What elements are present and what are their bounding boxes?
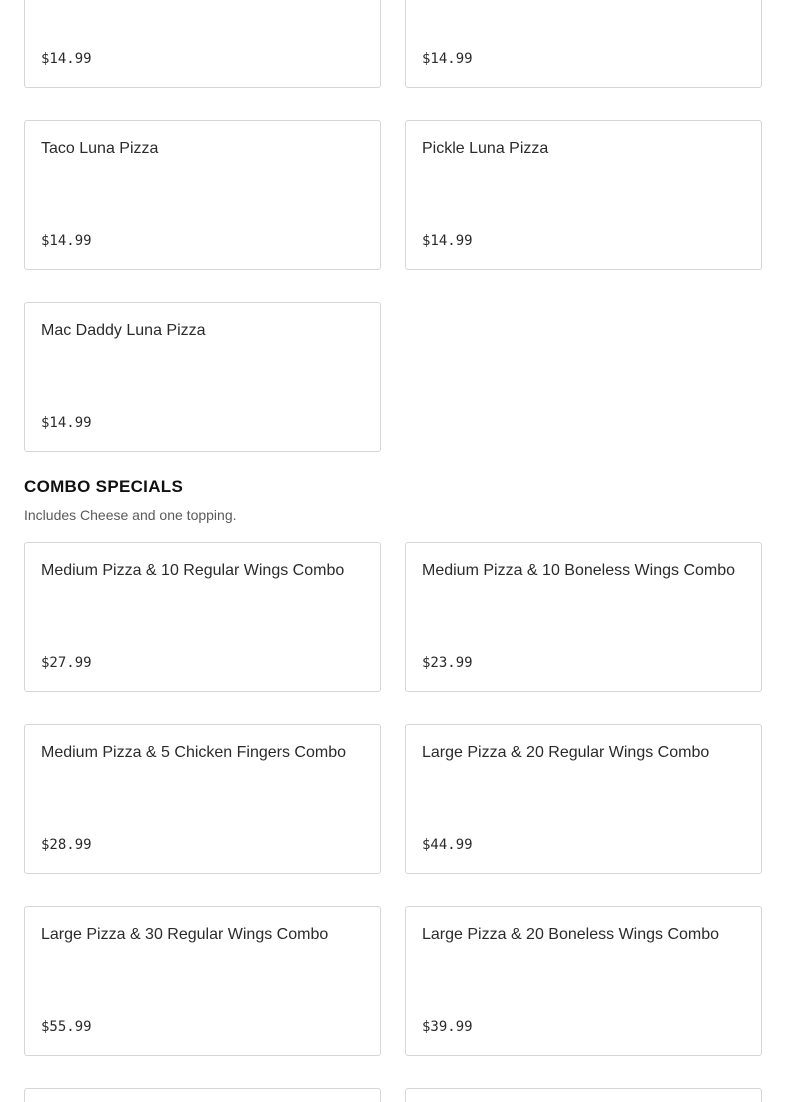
menu-item-price: $28.99 (41, 837, 92, 853)
menu-item-card[interactable] (405, 120, 762, 270)
menu-item-card[interactable] (24, 1088, 381, 1102)
menu-item-price: $55.99 (41, 1019, 92, 1035)
menu-item-name: Medium Pizza & 5 Chicken Fingers Combo (41, 744, 347, 761)
menu-item-name: Medium Pizza & 10 Boneless Wings Combo (422, 562, 736, 579)
menu-item-card[interactable] (24, 724, 381, 874)
menu-item-name: Mac Daddy Luna Pizza (41, 322, 206, 339)
menu-item-card[interactable] (24, 120, 381, 270)
section-title: COMBO SPECIALS (24, 477, 184, 496)
menu-item-price: $14.99 (41, 233, 92, 249)
menu-item-card[interactable] (405, 542, 762, 692)
menu-item-card[interactable] (405, 906, 762, 1056)
menu-item-name: Large Pizza & 30 Regular Wings Combo (41, 926, 329, 943)
menu-item-price: $14.99 (422, 51, 473, 67)
menu-item-price: $14.99 (41, 51, 92, 67)
menu-item-card[interactable] (405, 0, 762, 88)
menu-item-card[interactable] (24, 542, 381, 692)
menu-item-name: Medium Pizza & 10 Regular Wings Combo (41, 562, 345, 579)
menu-item-price: $14.99 (41, 415, 92, 431)
menu-item-name: Taco Luna Pizza (41, 140, 159, 157)
menu-item-name: Large Pizza & 20 Regular Wings Combo (422, 744, 710, 761)
menu-item-price: $27.99 (41, 655, 92, 671)
menu-item-card[interactable] (24, 302, 381, 452)
menu-item-name: Pickle Luna Pizza (422, 140, 549, 157)
menu-item-card[interactable] (405, 1088, 762, 1102)
menu-item-price: $23.99 (422, 655, 473, 671)
menu-item-card[interactable] (24, 906, 381, 1056)
menu-item-name: Large Pizza & 20 Boneless Wings Combo (422, 926, 720, 943)
menu-item-card[interactable] (24, 0, 381, 88)
section-subtitle: Includes Cheese and one topping. (24, 507, 237, 523)
menu-item-card[interactable] (405, 724, 762, 874)
menu-item-price: $44.99 (422, 837, 473, 853)
menu-item-price: $14.99 (422, 233, 473, 249)
menu-item-price: $39.99 (422, 1019, 473, 1035)
